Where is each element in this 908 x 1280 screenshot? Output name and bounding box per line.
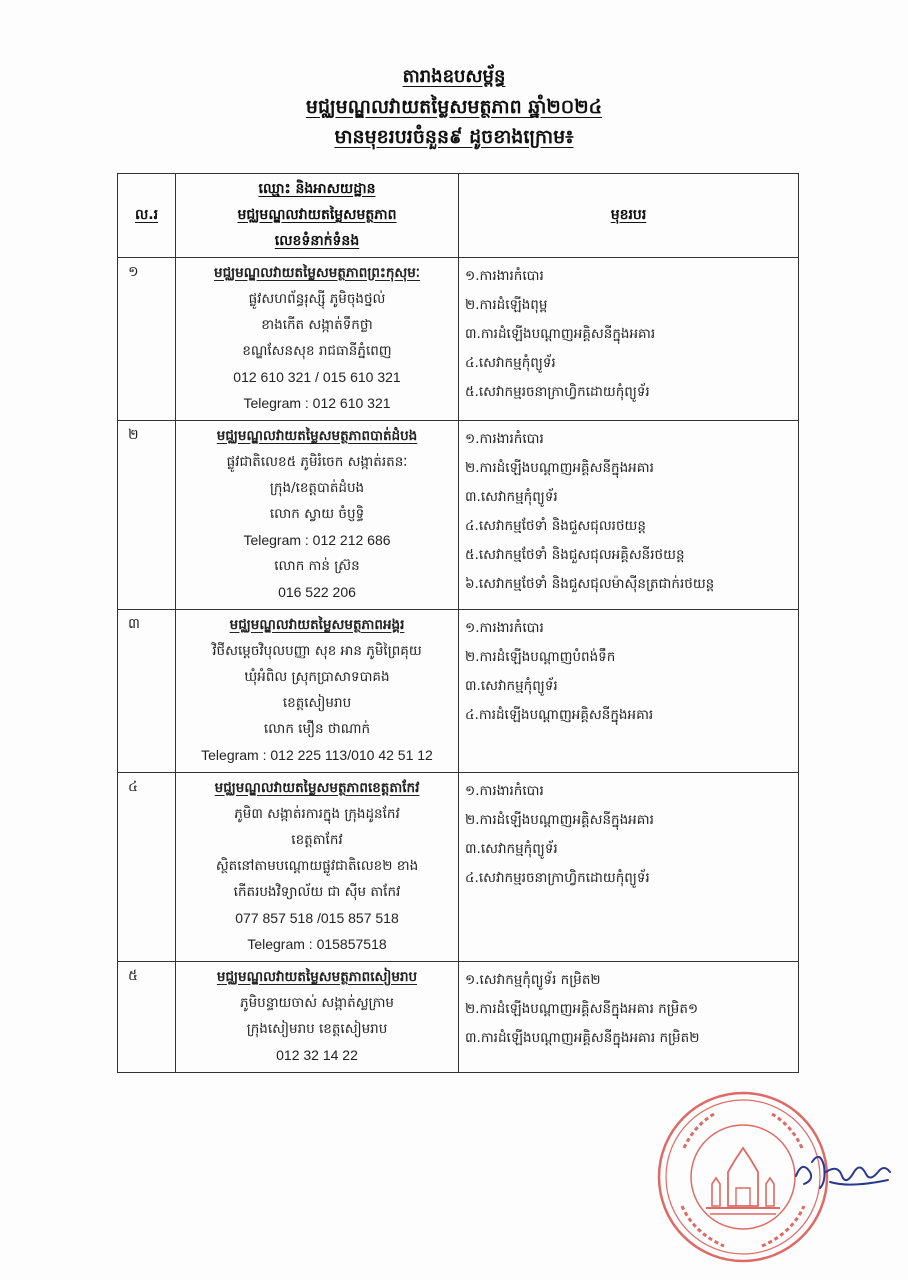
center-detail-line: លោក ស្វាយ ចំប្ញទ្ធិ bbox=[269, 506, 365, 522]
center-detail-line: ក្រុង/ខេត្តបាត់ដំបង bbox=[269, 480, 365, 496]
center-detail-line: ផ្លូវជាតិលេខ៥ ភូមិរំចេក សង្កាត់រតនៈ bbox=[226, 454, 408, 470]
table-body bbox=[118, 258, 799, 1073]
centers-table bbox=[117, 173, 799, 1073]
service-item: ៤.សេវាកម្មថែទាំ និងជួសជុលរថយន្ត bbox=[465, 518, 646, 534]
center-detail-line: ភូមិ៣ សង្កាត់រការក្នុង ក្រុងដូនកែវ bbox=[234, 806, 400, 822]
center-name: មជ្ឈមណ្ឌលវាយតម្លៃសមត្ថភាពខេត្តតាកែវ bbox=[214, 780, 420, 796]
row-number: ៤ bbox=[118, 773, 176, 962]
service-item: ៣.ការដំឡើងបណ្តាញអគ្គិសនីក្នុងអគារ កម្រិត២ bbox=[465, 1030, 700, 1046]
center-info-cell bbox=[176, 610, 459, 773]
center-detail-line: លោក កាន់ ស្រ៊ន bbox=[274, 558, 360, 574]
center-name: មជ្ឈមណ្ឌលវាយតម្លៃសមត្ថភាពបាត់ដំបង bbox=[216, 428, 418, 444]
header-center-line-2: មជ្ឈមណ្ឌលវាយតម្លៃសមត្ថភាព bbox=[237, 207, 397, 223]
table-row bbox=[118, 610, 799, 773]
services-cell bbox=[459, 258, 799, 421]
services-cell bbox=[459, 610, 799, 773]
service-item: ៤.សេវាកម្មកុំព្យូទ័រ bbox=[465, 355, 556, 371]
center-detail-line: Telegram : 015857518 bbox=[247, 936, 387, 952]
center-info-cell bbox=[176, 421, 459, 610]
service-item: ៣.ការដំឡើងបណ្តាញអគ្គិសនីក្នុងអគារ bbox=[465, 326, 656, 342]
service-item: ១.សេវាកម្មកុំព្យូទ័រ កម្រិត២ bbox=[465, 972, 601, 988]
service-item: ២.ការដំឡើងបណ្តាញអគ្គិសនីក្នុងអគារ bbox=[465, 812, 654, 828]
title-line-3: មានមុខរបរចំនួន៩ ដូចខាងក្រោម៖ bbox=[334, 126, 574, 148]
center-detail-line: ខាងកើត សង្កាត់ទឹកថ្លា bbox=[261, 317, 373, 333]
document-title bbox=[0, 62, 908, 152]
service-item: ២.ការដំឡើងពុម្ព bbox=[465, 297, 548, 313]
center-detail-line: ឃុំអំពិល ស្រុកប្រាសាទបាគង bbox=[244, 669, 390, 685]
service-item: ១.ការងារកំបោរ bbox=[465, 268, 544, 284]
table-header-row bbox=[118, 174, 799, 258]
center-name: មជ្ឈមណ្ឌលវាយតម្លៃសមត្ថភាពព្រះកុសុមៈ bbox=[214, 265, 420, 281]
service-item: ១.ការងារកំបោរ bbox=[465, 431, 544, 447]
center-detail-line: 077 857 518 /015 857 518 bbox=[235, 910, 399, 926]
header-service: មុខរបរ bbox=[459, 174, 799, 258]
service-item: ២.ការដំឡើងបណ្តាញអគ្គិសនីក្នុងអគារ កម្រិត១ bbox=[465, 1001, 699, 1017]
center-detail-line: 012 32 14 22 bbox=[276, 1047, 358, 1063]
table-row bbox=[118, 773, 799, 962]
service-item: ៥.សេវាកម្មរចនាក្រាហ្វិកដោយកុំព្យូទ័រ bbox=[465, 384, 650, 400]
center-detail-line: Telegram : 012 212 686 bbox=[243, 532, 391, 548]
header-center-line-3: លេខទំនាក់ទំនង bbox=[274, 233, 360, 249]
center-detail-line: កើតរបងវិទ្យាល័យ ជា ស៊ីម តាកែវ bbox=[233, 884, 401, 900]
center-name: មជ្ឈមណ្ឌលវាយតម្លៃសមត្ថភាពអង្គរ bbox=[229, 617, 405, 633]
service-item: ២.ការដំឡើងបណ្តាញបំពង់ទឹក bbox=[465, 649, 616, 665]
service-item: ១.ការងារកំបោរ bbox=[465, 783, 544, 799]
services-cell bbox=[459, 421, 799, 610]
center-detail-line: Telegram : 012 225 113/010 42 51 12 bbox=[201, 747, 433, 763]
center-name: មជ្ឈមណ្ឌលវាយតម្លៃសមត្ថភាពសៀមរាប bbox=[216, 969, 418, 985]
service-item: ៥.សេវាកម្មថែទាំ និងជួសជុលអគ្គិសនីរថយន្ត bbox=[465, 547, 685, 563]
service-item: ៣.សេវាកម្មកុំព្យូទ័រ bbox=[465, 489, 558, 505]
service-item: ៣.សេវាកម្មកុំព្យូទ័រ bbox=[465, 841, 558, 857]
center-detail-line: ខណ្ឌសែនសុខ រាជធានីភ្នំពេញ bbox=[242, 343, 392, 359]
row-number: ៣ bbox=[118, 610, 176, 773]
center-detail-line: Telegram : 012 610 321 bbox=[243, 395, 391, 411]
service-item: ៣.សេវាកម្មកុំព្យូទ័រ bbox=[465, 678, 558, 694]
service-item: ៤.ការដំឡើងបណ្តាញអគ្គិសនីក្នុងអគារ bbox=[465, 707, 654, 723]
table-row bbox=[118, 258, 799, 421]
service-item: ៤.សេវាកម្មរចនាក្រាហ្វិកដោយកុំព្យូទ័រ bbox=[465, 870, 650, 886]
center-info-cell bbox=[176, 258, 459, 421]
header-no: ល.រ bbox=[118, 174, 176, 258]
row-number: ៥ bbox=[118, 962, 176, 1073]
service-item: ១.ការងារកំបោរ bbox=[465, 620, 544, 636]
title-line-1: តារាងឧបសម្ព័ន្ធ bbox=[402, 66, 506, 87]
header-center bbox=[176, 174, 459, 258]
center-detail-line: ស្ថិតនៅតាមបណ្តោយផ្លូវជាតិលេខ២ ខាង bbox=[215, 858, 419, 874]
center-detail-line: លោក មឿន ថាណាក់ bbox=[263, 721, 371, 737]
center-detail-line: ភូមិបន្ទាយចាស់ សង្កាត់ស្លក្រាម bbox=[240, 995, 394, 1011]
title-line-2: មជ្ឈមណ្ឌលវាយតម្លៃសមត្ថភាព ឆ្នាំ២០២៤ bbox=[305, 96, 603, 118]
services-cell bbox=[459, 962, 799, 1073]
row-number: ២ bbox=[118, 421, 176, 610]
center-detail-line: ក្រុងសៀមរាប ខេត្តសៀមរាប bbox=[246, 1021, 388, 1037]
center-info-cell bbox=[176, 773, 459, 962]
center-detail-line: ផ្លូវសហព័ន្ធរុស្ស៊ី ភូមិចុងថ្នល់ bbox=[248, 291, 386, 307]
table-row bbox=[118, 421, 799, 610]
header-center-line-1: ឈ្មោះ និងអាសយដ្ឋាន bbox=[258, 181, 376, 197]
center-detail-line: 016 522 206 bbox=[278, 584, 356, 600]
handwritten-signature-icon bbox=[790, 1142, 900, 1202]
center-detail-line: 012 610 321 / 015 610 321 bbox=[233, 369, 401, 385]
services-cell bbox=[459, 773, 799, 962]
service-item: ៦.សេវាកម្មថែទាំ និងជួសជុលម៉ាស៊ីនត្រជាក់រថយន្ត bbox=[465, 576, 715, 592]
center-info-cell bbox=[176, 962, 459, 1073]
center-detail-line: ខេត្តតាកែវ bbox=[291, 832, 343, 848]
center-detail-line: វិថីសម្តេចវិបុលបញ្ញា សុខ អាន ភូមិព្រៃគុយ bbox=[212, 643, 422, 659]
table-row bbox=[118, 962, 799, 1073]
service-item: ២.ការដំឡើងបណ្តាញអគ្គិសនីក្នុងអគារ bbox=[465, 460, 654, 476]
row-number: ១ bbox=[118, 258, 176, 421]
center-detail-line: ខេត្តសៀមរាប bbox=[282, 695, 352, 711]
